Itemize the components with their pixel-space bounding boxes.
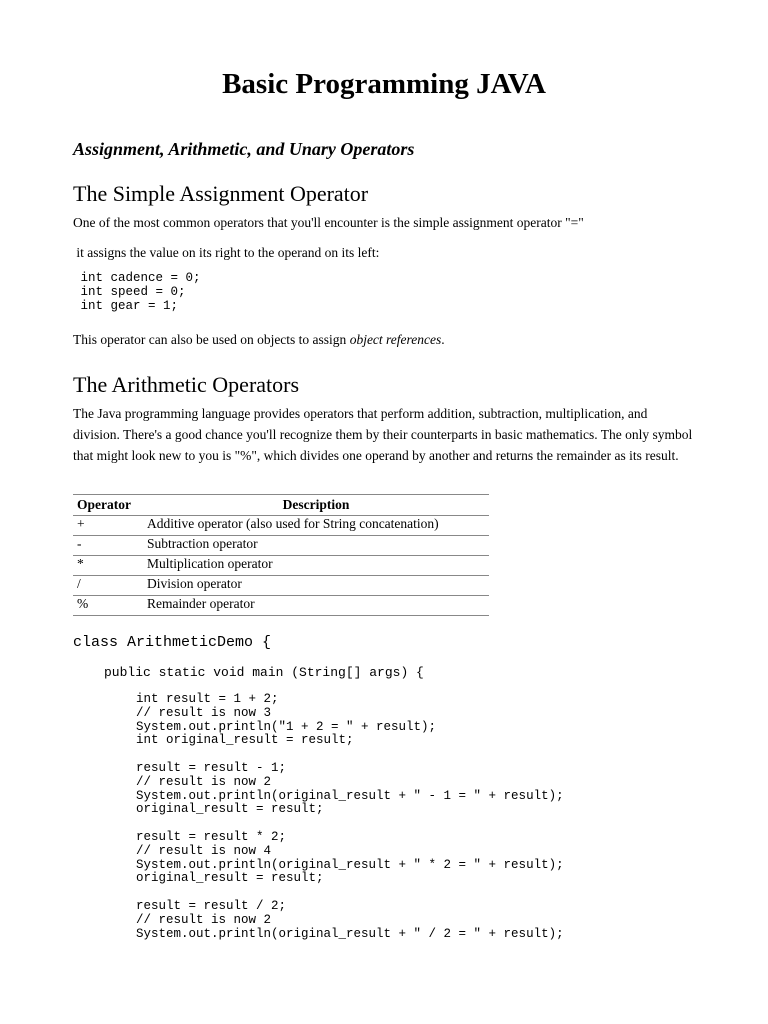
table-row: [73, 536, 489, 556]
table-row: [73, 576, 489, 596]
class-declaration: class ArithmeticDemo {: [73, 634, 272, 651]
assignment-intro: One of the most common operators that you'll encounter is the simple assignment operator "=": [73, 215, 584, 230]
objects-paragraph: [73, 329, 703, 350]
document-subtitle: Assignment, Arithmetic, and Unary Operators: [73, 139, 415, 159]
description-cell: Remainder operator: [143, 596, 489, 616]
assignment-intro-2: it assigns the value on its right to the operand on its left:: [73, 245, 380, 260]
operator-cell: *: [73, 556, 143, 576]
operator-cell: %: [73, 596, 143, 616]
description-cell: Subtraction operator: [143, 536, 489, 556]
operator-cell: +: [73, 516, 143, 536]
description-column-header: Description: [143, 495, 489, 516]
document-title: Basic Programming JAVA: [222, 68, 546, 100]
operators-table: [73, 494, 489, 616]
objects-text: This operator can also be used on objects to assign: [73, 332, 350, 347]
table-row: [73, 516, 489, 536]
operator-cell: -: [73, 536, 143, 556]
table-row: [73, 556, 489, 576]
table-header-row: [73, 495, 489, 516]
main-method-body: int result = 1 + 2; // result is now 3 System.out.println("1 + 2 = " + result); int original_result = result; result = result - 1; // result is now 2 System.out.println(original_result + " - 1 = " + result); original_result = result; result = result * 2; // result is now 4 System.out.println(original_result + " * 2 = " + result); original_result = result; result = result / 2; // result is now 2 System.out.println(original_result + " / 2 = " + result);: [136, 692, 564, 941]
assignment-code: int cadence = 0; int speed = 0; int gear = 1;: [80, 271, 201, 313]
assignment-heading: The Simple Assignment Operator: [73, 181, 369, 206]
description-cell: Multiplication operator: [143, 556, 489, 576]
description-cell: Division operator: [143, 576, 489, 596]
operator-column-header: Operator: [73, 495, 143, 516]
description-cell: Additive operator (also used for String concatenation): [143, 516, 489, 536]
arithmetic-heading: The Arithmetic Operators: [73, 372, 300, 397]
objects-end: .: [441, 332, 445, 347]
arithmetic-paragraph: The Java programming language provides operators that perform addition, subtraction, multiplication, and division. There's a good chance you'll recognize them by their counterparts in basic mathematics. The only symbol that might look new to you is "%", which divides one operand by another and returns the remainder as its result.: [73, 406, 693, 463]
objects-emphasis: object references: [349, 332, 442, 347]
operator-cell: /: [73, 576, 143, 596]
table-row: [73, 596, 489, 616]
main-method-declaration: public static void main (String[] args) {: [104, 665, 424, 680]
